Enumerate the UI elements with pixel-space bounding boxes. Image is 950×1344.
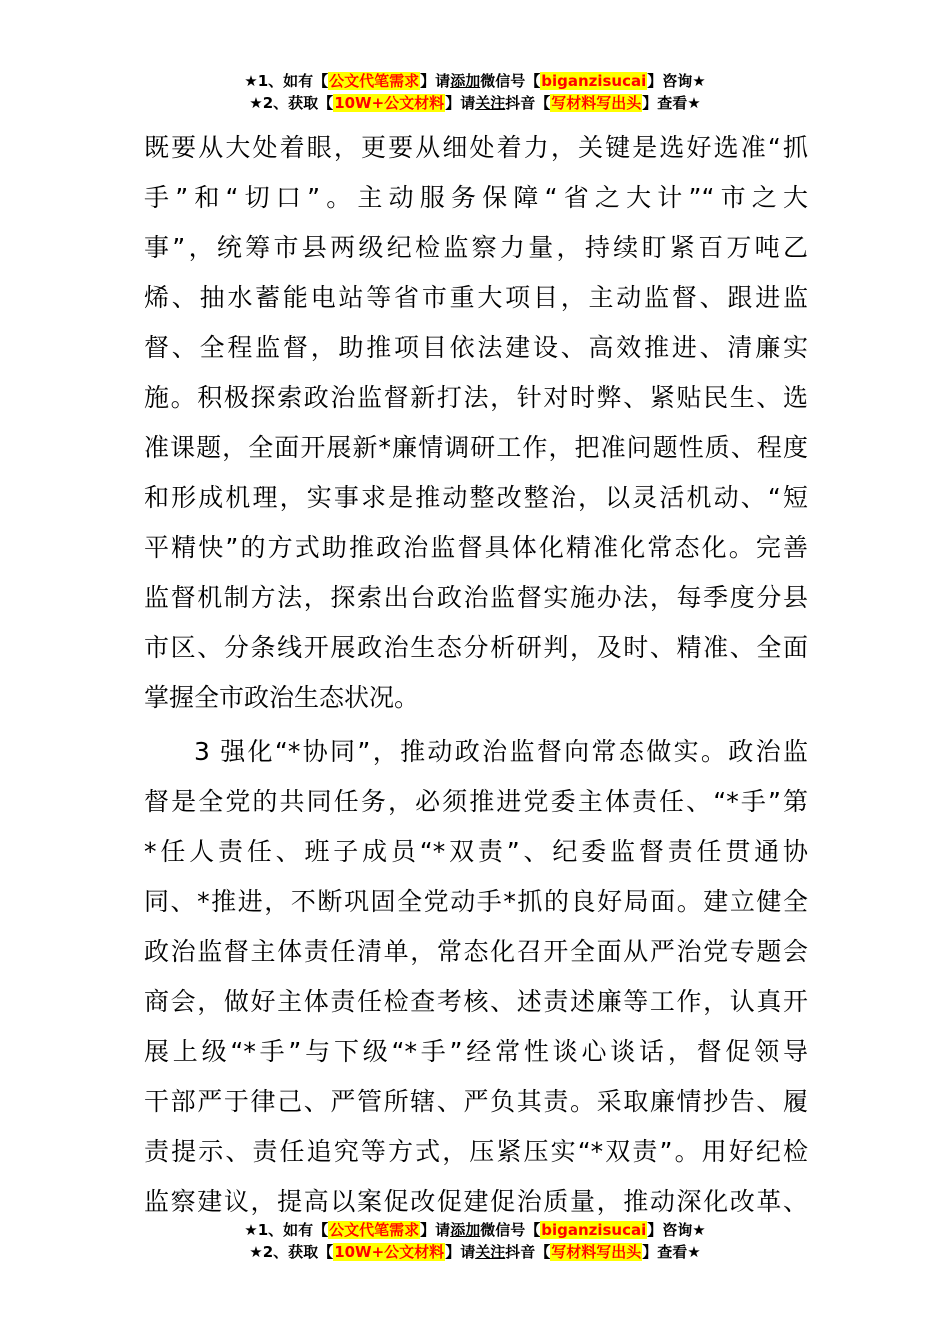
paragraph-2 <box>144 727 808 1227</box>
banner-underlined: 添加 <box>450 1221 481 1239</box>
text-line: 同、*推进，不断巩固全党动手*抓的良好局面。建立健全 <box>144 887 808 916</box>
text-line: 督是全党的共同任务，必须推进党委主体责任、“*手”第 <box>144 787 808 816</box>
text-line: *任人责任、班子成员“*双责”、纪委监督责任贯通协 <box>144 837 808 866</box>
text-line: 施。积极探索政治监督新打法，针对时弊、紧贴民生、选 <box>144 383 808 412</box>
banner-text: 微信号【 <box>480 72 541 90</box>
text-line: 准课题，全面开展新*廉情调研工作，把准问题性质、程度 <box>144 433 808 462</box>
text-line: 展上级“*手”与下级“*手”经常性谈心谈话，督促领导 <box>144 1037 808 1066</box>
text-line: 监督机制方法，探索出台政治监督实施办法，每季度分县 <box>144 583 808 612</box>
text-line: 事”，统筹市县两级纪检监察力量，持续盯紧百万吨乙 <box>144 233 808 262</box>
banner-text: ★1、如有【 <box>244 1221 329 1239</box>
banner-line-2 <box>0 92 950 114</box>
text-line: 掌握全市政治生态状况。 <box>144 683 420 712</box>
banner-underlined: 关注 <box>475 1243 506 1261</box>
banner-text: ★2、获取【 <box>249 1243 334 1261</box>
banner-text: 】咨询★ <box>647 72 706 90</box>
text-line: 商会，做好主体责任检查考核、述责述廉等工作，认真开 <box>144 987 808 1016</box>
douyin-id-highlight: 写材料写出头 <box>551 1243 642 1261</box>
text-line: 和形成机理，实事求是推动整改整治，以灵活机动、“短 <box>144 483 808 512</box>
banner-text: 】查看★ <box>642 94 701 112</box>
paragraph-1 <box>144 123 808 723</box>
document-body <box>144 123 808 1227</box>
banner-line-1 <box>0 70 950 92</box>
banner-text: 】请 <box>445 1243 476 1261</box>
text-line: 督、全程监督，助推项目依法建设、高效推进、清廉实 <box>144 333 808 362</box>
banner-text: 抖音【 <box>505 94 551 112</box>
text-line: 责提示、责任追究等方式，压紧压实“*双责”。用好纪检 <box>144 1137 808 1166</box>
banner-highlight: 公文代笔需求 <box>329 1221 420 1239</box>
banner-line-1 <box>0 1219 950 1241</box>
banner-underlined: 关注 <box>475 94 506 112</box>
text-line: 3 强化“*协同”，推动政治监督向常态做实。政治监 <box>194 737 808 766</box>
banner-text: 】咨询★ <box>647 1221 706 1239</box>
footer-banner <box>0 1219 950 1263</box>
banner-text: 】请 <box>445 94 476 112</box>
banner-highlight: 10W+公文材料 <box>334 1243 445 1261</box>
banner-text: 】请 <box>420 1221 451 1239</box>
text-line: 手”和“切口”。主动服务保障“省之大计”“市之大 <box>144 183 808 212</box>
text-line: 平精快”的方式助推政治监督具体化精准化常态化。完善 <box>144 533 808 562</box>
wechat-id-highlight: biganzisucai <box>541 72 647 90</box>
text-line: 政治监督主体责任清单，常态化召开全面从严治党专题会 <box>144 937 808 966</box>
text-line: 监察建议，提高以案促改促建促治质量，推动深化改革、 <box>144 1187 808 1216</box>
banner-text: 微信号【 <box>480 1221 541 1239</box>
header-banner <box>0 70 950 114</box>
text-line: 干部严于律己、严管所辖、严负其责。采取廉情抄告、履 <box>144 1087 808 1116</box>
banner-text: ★2、获取【 <box>249 94 334 112</box>
banner-text: 抖音【 <box>505 1243 551 1261</box>
banner-text: 】请 <box>420 72 451 90</box>
banner-text: ★1、如有【 <box>244 72 329 90</box>
text-line: 市区、分条线开展政治生态分析研判，及时、精准、全面 <box>144 633 808 662</box>
banner-text: 】查看★ <box>642 1243 701 1261</box>
banner-underlined: 添加 <box>450 72 481 90</box>
wechat-id-highlight: biganzisucai <box>541 1221 647 1239</box>
douyin-id-highlight: 写材料写出头 <box>551 94 642 112</box>
text-line: 烯、抽水蓄能电站等省市重大项目，主动监督、跟进监 <box>144 283 808 312</box>
banner-line-2 <box>0 1241 950 1263</box>
text-line: 既要从大处着眼，更要从细处着力，关键是选好选准“抓 <box>144 133 808 162</box>
banner-highlight: 10W+公文材料 <box>334 94 445 112</box>
banner-highlight: 公文代笔需求 <box>329 72 420 90</box>
